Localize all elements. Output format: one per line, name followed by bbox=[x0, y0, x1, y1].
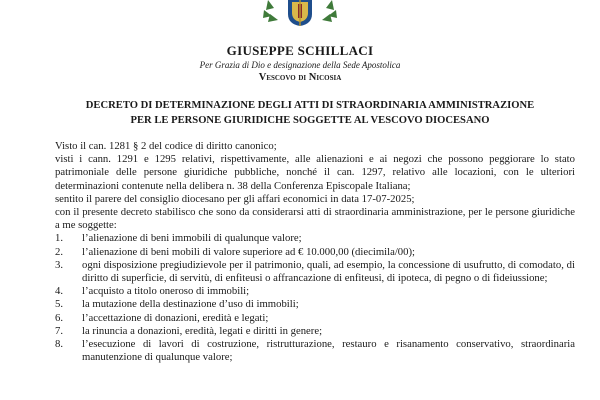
list-item-number: 6. bbox=[55, 311, 64, 324]
decree-body bbox=[55, 140, 575, 364]
decree-title-line-2: PER LE PERSONE GIURIDICHE SOGGETTE AL VESCOVO DIOCESANO bbox=[130, 115, 490, 126]
preamble-paragraph: con il presente decreto stabilisco che sono da considerarsi atti di straordinaria amministrazione, per le persone giuridiche a me soggette: bbox=[55, 206, 575, 232]
acts-list bbox=[55, 232, 575, 364]
decree-title-line-1: DECRETO DI DETERMINAZIONE DEGLI ATTI DI STRAORDINARIA AMMINISTRAZIONE bbox=[85, 100, 535, 111]
list-item-text: l’acquisto a titolo oneroso di immobili; bbox=[82, 285, 250, 298]
list-item-number: 4. bbox=[55, 285, 64, 298]
list-item-number: 3. bbox=[55, 258, 64, 271]
list-item-number: 1. bbox=[55, 232, 64, 245]
list-item-text: l’alienazione di beni mobili di valore superiore ad € 10.000,00 (diecimila/00); bbox=[82, 245, 415, 258]
list-item bbox=[55, 312, 575, 325]
list-item bbox=[55, 232, 575, 245]
list-item-text: ogni disposizione pregiudizievole per il patrimonio, quali, ad esempio, la concessione di usufrutto, di comodato, di diritto di superficie, di servitù, di enfiteusi o affrancazione di enfiteusi, di ipoteca, di pegno o di fideiussione; bbox=[82, 258, 575, 285]
list-item-number: 5. bbox=[55, 298, 64, 311]
list-item-number: 2. bbox=[55, 245, 64, 258]
preamble-paragraph: visti i cann. 1291 e 1295 relativi, rispettivamente, alle alienazioni e ai negozi che possono peggiorare lo stato patrimoniale delle persone giuridiche pubbliche, nonché il can. 1297, relativo alle locazioni, con le ulteriori determinazioni contenute nella delibera n. 38 della Conferenza Episcopale Italiana; bbox=[55, 153, 575, 192]
decree-title bbox=[50, 98, 570, 128]
list-item bbox=[55, 298, 575, 311]
list-item-text: la rinuncia a donazioni, eredità, legati e diritti in genere; bbox=[82, 324, 323, 337]
list-item bbox=[55, 338, 575, 364]
list-item bbox=[55, 246, 575, 259]
list-item-text: l’alienazione di beni immobili di qualunque valore; bbox=[82, 232, 302, 245]
bishop-role: Vescovo di Nicosia bbox=[258, 72, 342, 83]
list-item bbox=[55, 285, 575, 298]
list-item-number: 7. bbox=[55, 324, 64, 337]
preamble-paragraph: Visto il can. 1281 § 2 del codice di diritto canonico; bbox=[55, 140, 277, 152]
bishop-name: GIUSEPPE SCHILLACI bbox=[226, 43, 374, 58]
list-item-text: l’accettazione di donazioni, eredità e legati; bbox=[82, 311, 269, 324]
list-item-text: la mutazione della destinazione d’uso di immobili; bbox=[82, 298, 299, 311]
list-item bbox=[55, 259, 575, 285]
bishop-subtitle: Per Grazia di Dio e designazione della Sede Apostolica bbox=[199, 60, 401, 70]
list-item bbox=[55, 325, 575, 338]
coat-of-arms-icon bbox=[262, 0, 338, 26]
list-item-text: l’esecuzione di lavori di costruzione, ristrutturazione, restauro e risanamento conservativo, straordinaria manutenzione di qualunque valore; bbox=[82, 338, 575, 364]
list-item-number: 8. bbox=[55, 338, 64, 351]
preamble-paragraph: sentito il parere del consiglio diocesano per gli affari economici in data 17-07-2025; bbox=[55, 192, 415, 205]
